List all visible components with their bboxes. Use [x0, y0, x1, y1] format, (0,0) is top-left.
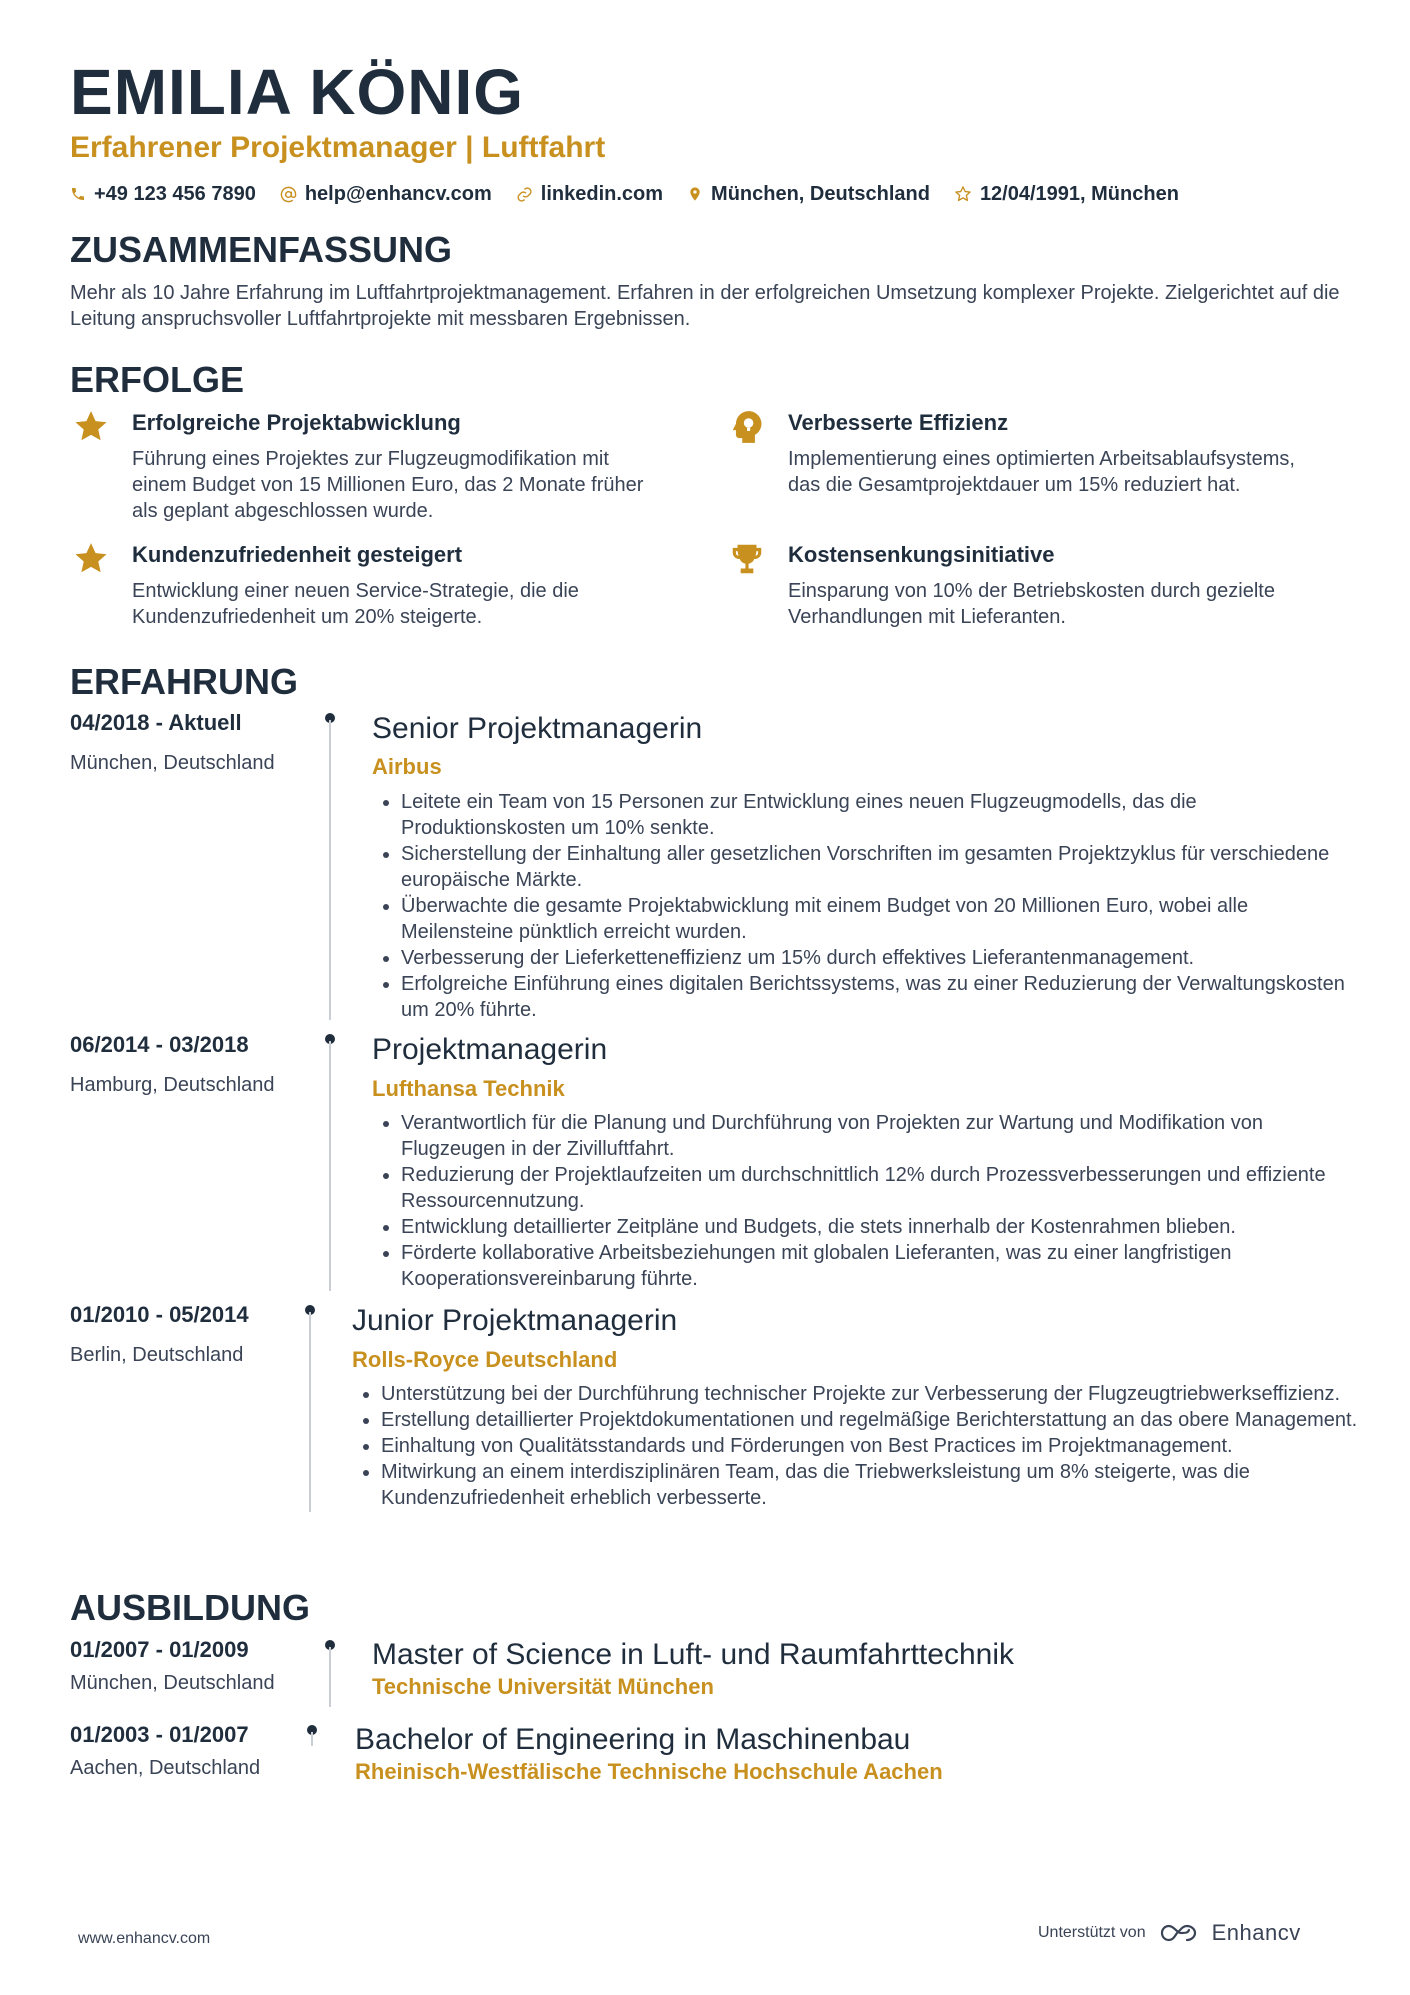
achievement-title: Erfolgreiche Projektabwicklung: [132, 410, 461, 435]
achievement-title: Kostensenkungsinitiative: [788, 542, 1055, 567]
link-icon: [516, 186, 533, 203]
contact-email-text: help@enhancv.com: [304, 182, 492, 205]
footer-website[interactable]: www.enhancv.com: [78, 1930, 211, 1947]
job-bullets: [373, 789, 1351, 1023]
star-outline-icon: [954, 185, 972, 203]
job-role: Senior Projektmanagerin: [372, 712, 703, 745]
trophy-icon: [728, 540, 768, 580]
job-bullet: • Erstellung detaillierter Projektdokumentationen und regelmäßige Berichterstattung an das obere Management.: [381, 1407, 1361, 1433]
job-bullet: • Entwicklung detaillierter Zeitpläne und Budgets, die stets innerhalb der Kostenrahmen blieben.: [401, 1214, 1371, 1240]
job-bullets: [373, 1110, 1371, 1292]
education-heading: AUSBILDUNG: [70, 1587, 310, 1628]
candidate-name: EMILIA KÖNIG: [70, 56, 525, 128]
job-bullet: • Mitwirkung an einem interdisziplinären Team, das die Triebwerksleistung um 8% steigerte, was die Kundenzufriedenheit erheblich verbesserte.: [381, 1459, 1361, 1511]
job-bullet: • Erfolgreiche Einführung eines digitalen Berichtssystems, was zu einer Reduzierung der Verwaltungskosten um 20% führte.: [401, 971, 1351, 1023]
contact-linkedin-text: linkedin.com: [540, 182, 664, 205]
job-bullet: • Reduzierung der Projektlaufzeiten um durchschnittlich 12% durch Prozessverbesserungen und effiziente Ressourcennutzung.: [401, 1162, 1371, 1214]
achievement-text: Einsparung von 10% der Betriebskosten durch gezielte Verhandlungen mit Lieferanten.: [788, 580, 1275, 628]
experience-heading: ERFAHRUNG: [70, 661, 299, 702]
summary-heading: ZUSAMMENFASSUNG: [70, 229, 453, 270]
timeline-line: [329, 1041, 331, 1291]
summary-text: Mehr als 10 Jahre Erfahrung im Luftfahrtprojektmanagement. Erfahren in der erfolgreichen Umsetzung komplexer Projekte. Zielgerichtet auf die Leitung anspruchsvoller Luftfahrtprojekte mit messbaren Ergebnissen.: [70, 282, 1340, 330]
job-date: 04/2018 - Aktuell: [70, 710, 242, 735]
edu-location: München, Deutschland: [70, 1672, 275, 1694]
job-location: Berlin, Deutschland: [70, 1344, 244, 1366]
footer-branding: [1038, 1920, 1301, 1946]
job-bullet: • Leitete ein Team von 15 Personen zur Entwicklung eines neuen Flugzeugmodells, das die Produktionskosten um 10% senkte.: [401, 789, 1351, 841]
job-bullet: • Förderte kollaborative Arbeitsbeziehungen mit globalen Lieferanten, was zu einer langfristigen Kooperationsvereinbarung führte.: [401, 1240, 1371, 1292]
achievement-text: Führung eines Projektes zur Flugzeugmodifikation mit einem Budget von 15 Millionen Euro, das 2 Monate früher als geplant abgeschlossen wurde.: [132, 448, 644, 522]
location-pin-icon: [687, 185, 703, 203]
edu-school: Technische Universität München: [372, 1674, 714, 1699]
achievement-text: Entwicklung einer neuen Service-Strategie, die die Kundenzufriedenheit um 20% steigerte.: [132, 580, 579, 628]
enhancv-logo-icon: [1158, 1921, 1204, 1945]
job-role: Projektmanagerin: [372, 1033, 608, 1066]
timeline-line: [311, 1732, 313, 1746]
edu-date: 01/2003 - 01/2007: [70, 1722, 249, 1747]
timeline-line: [309, 1312, 311, 1512]
timeline-line: [329, 1647, 331, 1707]
contact-phone[interactable]: [70, 183, 256, 206]
edu-location: Aachen, Deutschland: [70, 1757, 261, 1779]
phone-icon: [70, 186, 86, 202]
job-bullet: • Unterstützung bei der Durchführung technischer Projekte zur Verbesserung der Flugzeugtriebwerkseffizienz.: [381, 1381, 1361, 1407]
contact-phone-text: +49 123 456 7890: [94, 182, 256, 205]
star-icon: [72, 540, 112, 580]
contact-birth: [954, 183, 1179, 206]
job-location: Hamburg, Deutschland: [70, 1074, 275, 1096]
job-bullet: • Verbesserung der Lieferketteneffizienz um 15% durch effektives Lieferantenmanagement.: [401, 945, 1351, 971]
head-lightbulb-icon: [728, 408, 768, 448]
job-location: München, Deutschland: [70, 752, 275, 774]
candidate-title: Erfahrener Projektmanager | Luftfahrt: [70, 131, 606, 164]
footer-brand: Enhancv: [1211, 1920, 1301, 1945]
contact-location: [687, 183, 930, 206]
edu-degree: Master of Science in Luft- und Raumfahrttechnik: [372, 1638, 1014, 1671]
job-date: 01/2010 - 05/2014: [70, 1302, 249, 1327]
contact-bar: [70, 180, 1203, 208]
footer-powered-by: Unterstützt von: [1038, 1924, 1146, 1941]
contact-birth-text: 12/04/1991, München: [979, 182, 1179, 205]
at-icon: [280, 186, 297, 203]
edu-date: 01/2007 - 01/2009: [70, 1637, 249, 1662]
achievement-title: Kundenzufriedenheit gesteigert: [132, 542, 463, 567]
job-company: Rolls-Royce Deutschland: [352, 1347, 618, 1372]
contact-email[interactable]: [280, 183, 492, 206]
contact-linkedin[interactable]: [516, 183, 663, 206]
timeline-line: [329, 720, 331, 1020]
job-bullet: • Einhaltung von Qualitätsstandards und Förderungen von Best Practices im Projektmanagement.: [381, 1433, 1361, 1459]
job-company: Airbus: [372, 754, 442, 779]
job-bullet: • Sicherstellung der Einhaltung aller gesetzlichen Vorschriften im gesamten Projektzyklus für verschiedene europäische Märkte.: [401, 841, 1351, 893]
job-bullet: • Verantwortlich für die Planung und Durchführung von Projekten zur Wartung und Modifikation von Flugzeugen in der Zivilluftfahrt.: [401, 1110, 1371, 1162]
job-company: Lufthansa Technik: [372, 1076, 565, 1101]
job-bullets: [353, 1381, 1361, 1511]
edu-degree: Bachelor of Engineering in Maschinenbau: [355, 1723, 911, 1756]
achievement-text: Implementierung eines optimierten Arbeitsablaufsystems, das die Gesamtprojektdauer um 15% reduziert hat.: [788, 448, 1295, 496]
edu-school: Rheinisch-Westfälische Technische Hochschule Aachen: [355, 1759, 943, 1784]
achievements-heading: ERFOLGE: [70, 359, 245, 400]
job-bullet: • Überwachte die gesamte Projektabwicklung mit einem Budget von 20 Millionen Euro, wobei alle Meilensteine pünktlich erreicht wurden.: [401, 893, 1351, 945]
contact-location-text: München, Deutschland: [711, 182, 930, 205]
job-date: 06/2014 - 03/2018: [70, 1032, 249, 1057]
achievement-title: Verbesserte Effizienz: [788, 410, 1009, 435]
job-role: Junior Projektmanagerin: [352, 1304, 678, 1337]
star-icon: [72, 408, 112, 448]
